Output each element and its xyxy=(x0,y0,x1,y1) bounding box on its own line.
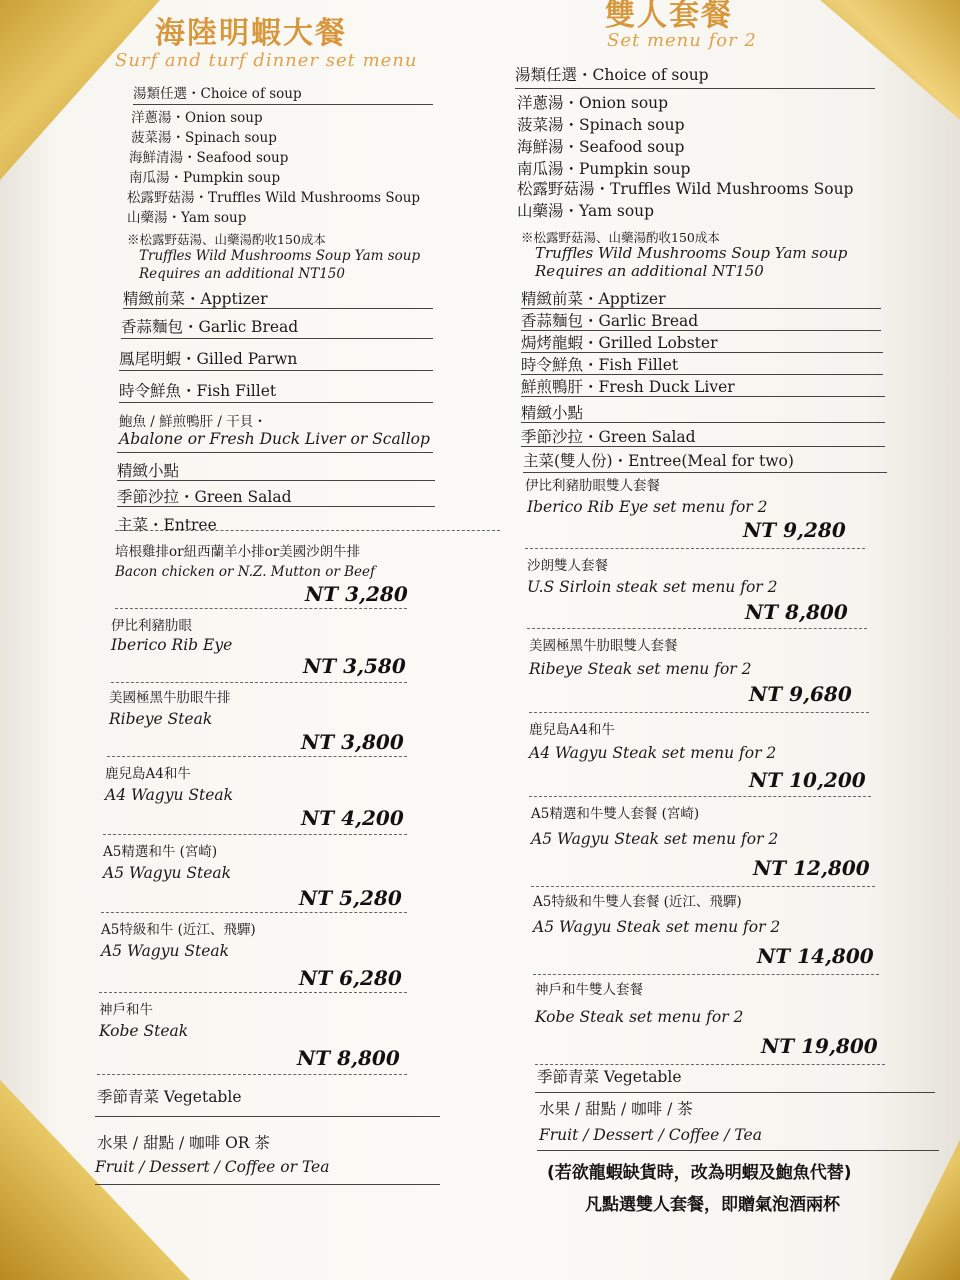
main-item-zh: A5特級和牛 (近江、飛驒) xyxy=(101,922,256,938)
main-item-en: A5 Wagyu Steak xyxy=(101,942,230,960)
divider xyxy=(123,308,433,309)
course-item-en: Abalone or Fresh Duck Liver or Scallop xyxy=(119,430,430,448)
course-item: 香蒜麵包・Garlic Bread xyxy=(121,318,299,336)
main-item-zh: 培根雞排or紐西蘭羊小排or美國沙朗牛排 xyxy=(115,544,361,560)
soup-item: 海鮮湯・Seafood soup xyxy=(517,138,685,156)
soup-note-zh: ※松露野菇湯、山藥湯酌收150成本 xyxy=(127,232,326,247)
price: NT 8,800 xyxy=(297,1046,400,1070)
main-item-en: A5 Wagyu Steak set menu for 2 xyxy=(533,918,781,936)
main-item-en: Bacon chicken or N.Z. Mutton or Beef xyxy=(115,564,376,580)
course-item-zh: 鮑魚 / 鮮煎鴨肝 / 干貝・ xyxy=(119,414,267,430)
soup-item: 菠菜湯・Spinach soup xyxy=(517,116,685,134)
course-item: 季節沙拉・Green Salad xyxy=(521,428,696,446)
divider xyxy=(521,396,885,397)
price: NT 10,200 xyxy=(749,768,866,792)
divider xyxy=(121,338,433,339)
course-item: 精緻小點 xyxy=(521,404,584,422)
gold-corner-decoration xyxy=(890,1140,960,1280)
main-item-zh: A5精選和牛 (宮崎) xyxy=(103,844,218,860)
lobster-notice: (若欲龍蝦缺貨時，改為明蝦及鮑魚代替) xyxy=(547,1163,852,1183)
divider xyxy=(117,506,435,507)
fruit-item-en: Fruit / Dessert / Coffee or Tea xyxy=(95,1158,330,1176)
divider xyxy=(529,712,869,713)
price: NT 5,280 xyxy=(299,886,402,910)
divider xyxy=(533,974,879,975)
main-item-en: A5 Wagyu Steak set menu for 2 xyxy=(531,830,779,848)
divider xyxy=(521,374,883,375)
divider xyxy=(97,1074,407,1075)
price: NT 12,800 xyxy=(753,856,870,880)
course-item: 鳳尾明蝦・Gilled Parwn xyxy=(119,350,298,368)
divider xyxy=(95,1184,440,1185)
gold-corner-decoration xyxy=(820,0,960,120)
divider xyxy=(99,992,407,993)
main-item-en: Ribeye Steak set menu for 2 xyxy=(529,660,752,678)
course-item: 焗烤龍蝦・Grilled Lobster xyxy=(521,334,718,352)
sparkling-wine-notice: 凡點選雙人套餐，即贈氣泡酒兩杯 xyxy=(585,1195,840,1215)
course-item: 季節沙拉・Green Salad xyxy=(117,488,292,506)
main-item-zh: 鹿兒島A4和牛 xyxy=(105,766,191,782)
price: NT 6,280 xyxy=(299,966,402,990)
soup-note-en: Truffles Wild Mushrooms Soup Yam soup xyxy=(535,244,848,262)
divider xyxy=(535,1092,935,1093)
menu-title-en: Set menu for 2 xyxy=(607,30,757,51)
vegetable-item: 季節青菜 Vegetable xyxy=(97,1088,242,1106)
soup-item: 山藥湯・Yam soup xyxy=(127,210,247,226)
price: NT 3,580 xyxy=(303,654,406,678)
gold-corner-decoration xyxy=(0,1080,190,1280)
divider xyxy=(115,608,407,609)
main-item-zh: A5特級和牛雙人套餐 (近江、飛驒) xyxy=(533,894,742,910)
soup-item: 南瓜湯・Pumpkin soup xyxy=(517,160,691,178)
divider xyxy=(119,402,433,403)
soup-item: 菠菜湯・Spinach soup xyxy=(131,130,277,146)
divider xyxy=(537,1150,939,1151)
entree-header: 主菜(雙人份)・Entree(Meal for two) xyxy=(523,452,794,470)
fruit-item-zh: 水果 / 甜點 / 咖啡 / 茶 xyxy=(539,1100,693,1118)
soup-item: 洋蔥湯・Onion soup xyxy=(131,110,263,126)
main-item-en: A4 Wagyu Steak xyxy=(105,786,234,804)
course-item: 香蒜麵包・Garlic Bread xyxy=(521,312,699,330)
price: NT 3,800 xyxy=(301,730,404,754)
entree-header: 主菜・Entree xyxy=(117,516,217,534)
divider xyxy=(133,104,433,105)
fruit-item-zh: 水果 / 甜點 / 咖啡 OR 茶 xyxy=(97,1134,270,1152)
price: NT 4,200 xyxy=(301,806,404,830)
appetizer-header: 精緻前菜・Apptizer xyxy=(123,290,268,308)
soup-item: 南瓜湯・Pumpkin soup xyxy=(129,170,281,186)
soup-item: 洋蔥湯・Onion soup xyxy=(517,94,669,112)
divider xyxy=(521,352,883,353)
divider xyxy=(535,1064,885,1065)
main-item-zh: 沙朗雙人套餐 xyxy=(527,558,608,574)
divider xyxy=(521,308,881,309)
course-item: 鮮煎鴨肝・Fresh Duck Liver xyxy=(521,378,735,396)
main-item-zh: A5精選和牛雙人套餐 (宮崎) xyxy=(531,806,700,822)
soup-header: 湯類任選・Choice of soup xyxy=(515,66,709,84)
divider xyxy=(525,548,865,549)
main-item-zh: 神戶和牛雙人套餐 xyxy=(535,982,643,998)
price: NT 9,680 xyxy=(749,682,852,706)
divider xyxy=(103,834,407,835)
main-item-en: A4 Wagyu Steak set menu for 2 xyxy=(529,744,777,762)
main-item-zh: 美國極黑牛肋眼牛排 xyxy=(109,690,231,706)
price: NT 3,280 xyxy=(305,582,408,606)
main-item-zh: 伊比利豬肋眼 xyxy=(111,618,192,634)
soup-note-zh: ※松露野菇湯、山藥湯酌收150成本 xyxy=(521,230,720,245)
fruit-item-en: Fruit / Dessert / Coffee / Tea xyxy=(539,1126,762,1144)
soup-note-en: Requires an additional NT150 xyxy=(139,266,345,282)
soup-note-en: Requires an additional NT150 xyxy=(535,262,764,280)
main-item-zh: 神戶和牛 xyxy=(99,1002,153,1018)
price: NT 9,280 xyxy=(743,518,846,542)
main-item-zh: 伊比利豬肋眼雙人套餐 xyxy=(525,478,660,494)
main-item-en: Kobe Steak set menu for 2 xyxy=(535,1008,744,1026)
soup-item: 松露野菇湯・Truffles Wild Mushrooms Soup xyxy=(127,190,421,206)
main-item-en: Iberico Rib Eye set menu for 2 xyxy=(527,498,768,516)
soup-item: 山藥湯・Yam soup xyxy=(517,202,655,220)
course-item: 時令鮮魚・Fish Fillet xyxy=(119,382,277,400)
menu-title-en: Surf and turf dinner set menu xyxy=(115,50,418,71)
course-item: 精緻小點 xyxy=(117,462,180,480)
soup-header: 湯類任選・Choice of soup xyxy=(133,86,302,102)
divider xyxy=(515,88,875,89)
menu-title-zh: 海陸明蝦大餐 xyxy=(155,16,347,51)
divider xyxy=(115,530,500,531)
price: NT 19,800 xyxy=(761,1034,878,1058)
divider xyxy=(119,370,433,371)
divider xyxy=(529,796,871,797)
divider xyxy=(521,330,881,331)
divider xyxy=(521,446,885,447)
price: NT 8,800 xyxy=(745,600,848,624)
divider xyxy=(117,452,433,453)
price: NT 14,800 xyxy=(757,944,874,968)
divider xyxy=(527,628,867,629)
main-item-en: Ribeye Steak xyxy=(109,710,213,728)
soup-item: 海鮮清湯・Seafood soup xyxy=(129,150,289,166)
main-item-zh: 美國極黑牛肋眼雙人套餐 xyxy=(529,638,678,654)
divider xyxy=(107,756,407,757)
divider xyxy=(101,912,407,913)
appetizer-header: 精緻前菜・Apptizer xyxy=(521,290,666,308)
course-item: 時令鮮魚・Fish Fillet xyxy=(521,356,679,374)
divider xyxy=(521,422,885,423)
main-item-zh: 鹿兒島A4和牛 xyxy=(529,722,615,738)
main-item-en: A5 Wagyu Steak xyxy=(103,864,232,882)
divider xyxy=(117,480,435,481)
divider xyxy=(531,886,875,887)
vegetable-item: 季節青菜 Vegetable xyxy=(537,1068,682,1086)
main-item-en: U.S Sirloin steak set menu for 2 xyxy=(527,578,778,596)
menu-title-zh: 雙人套餐 xyxy=(605,0,733,33)
soup-item: 松露野菇湯・Truffles Wild Mushrooms Soup xyxy=(517,180,854,198)
main-item-en: Kobe Steak xyxy=(99,1022,189,1040)
divider xyxy=(111,682,407,683)
main-item-en: Iberico Rib Eye xyxy=(111,636,233,654)
divider xyxy=(95,1116,440,1117)
soup-note-en: Truffles Wild Mushrooms Soup Yam soup xyxy=(139,248,421,264)
divider xyxy=(523,472,887,473)
